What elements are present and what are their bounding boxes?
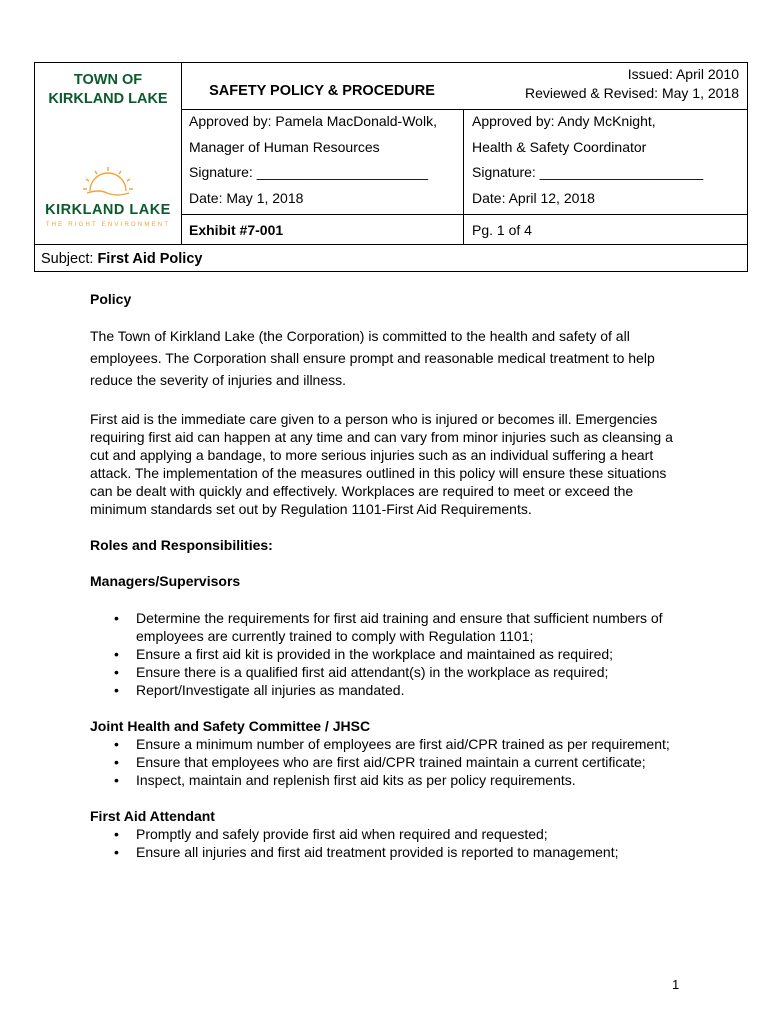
attendant-heading: First Aid Attendant [90, 808, 215, 824]
right-signature-line: Signature: _____________________ [472, 164, 704, 180]
list-item: • Report/Investigate all injuries as mandated. [90, 681, 690, 699]
document-title: SAFETY POLICY & PROCEDURE [209, 83, 435, 99]
policy-paragraph-1: The Town of Kirkland Lake (the Corporation) is committed to the health and safety of all employees. The Corporation shall ensure prompt and reasonable medical treatment to help reduce the severity of injuries and illness. [90, 328, 655, 388]
left-approver-role: Manager of Human Resources [189, 139, 380, 155]
exhibit-number: Exhibit #7-001 [189, 222, 284, 238]
kirkland-lake-logo [37, 163, 179, 233]
list-item: • Ensure there is a qualified first aid attendant(s) in the workplace as required; [90, 663, 690, 681]
policy-heading: Policy [90, 291, 132, 307]
managers-list [90, 609, 690, 699]
reviewed-date: Reviewed & Revised: May 1, 2018 [525, 85, 739, 101]
left-approval-date: Date: May 1, 2018 [189, 190, 304, 206]
list-item: • Ensure that employees who are first aid/CPR trained maintain a current certificate; [90, 753, 690, 771]
left-approved-by: Approved by: Pamela MacDonald-Wolk, [189, 113, 437, 129]
list-item: • Ensure all injuries and first aid treatment provided is reported to management; [90, 843, 690, 861]
logo-wordmark: KIRKLAND LAKE [45, 202, 171, 218]
page-number: 1 [672, 977, 680, 992]
issued-date: Issued: April 2010 [627, 66, 739, 82]
list-item: • Ensure a first aid kit is provided in the workplace and maintained as required; [90, 645, 690, 663]
policy-header-table [34, 62, 748, 272]
list-item: • Promptly and safely provide first aid when required and requested; [90, 825, 690, 843]
town-line-1: TOWN OF [73, 72, 143, 88]
subject-value: First Aid Policy [97, 251, 203, 267]
header-divider [463, 109, 464, 244]
roles-heading: Roles and Responsibilities: [90, 537, 273, 553]
town-line-2: KIRKLAND LAKE [48, 91, 168, 107]
town-name [35, 71, 181, 109]
header-divider [181, 214, 748, 215]
list-item: • Inspect, maintain and replenish first aid kits as per policy requirements. [90, 771, 690, 789]
jhsc-heading: Joint Health and Safety Committee / JHSC [90, 718, 371, 734]
subject-line [41, 251, 202, 267]
right-approved-by: Approved by: Andy McKnight, [472, 113, 656, 129]
attendant-list [90, 825, 690, 861]
header-divider [181, 109, 748, 110]
right-approval-date: Date: April 12, 2018 [472, 190, 595, 206]
right-approver-role: Health & Safety Coordinator [472, 139, 647, 155]
header-divider [35, 244, 748, 245]
managers-heading: Managers/Supervisors [90, 573, 241, 589]
policy-paragraph-2: First aid is the immediate care given to a person who is injured or becomes ill. Emergencies requiring first aid can happen at any time and can vary from minor injuries such as cleansing a cut and applying a bandage, to more serious injuries such as an individual suffering a heart attack. The implementation of the measures outlined in this policy will ensure these situations can be dealt with quickly and effectively. Workplaces are required to meet or exceed the minimum standards set out by Regulation 1101-First Aid Requirements. [90, 411, 673, 517]
left-signature-line: Signature: ______________________ [189, 164, 429, 180]
policy-body [90, 290, 690, 861]
sun-logo-icon [37, 163, 179, 233]
issue-dates [525, 65, 739, 103]
jhsc-list [90, 735, 690, 789]
subject-label: Subject: [41, 251, 94, 267]
page-count: Pg. 1 of 4 [472, 222, 532, 238]
logo-tagline: THE RIGHT ENVIRONMENT [45, 222, 171, 228]
list-item: • Determine the requirements for first aid training and ensure that sufficient numbers of employees are currently trained to comply with Regulation 1101; [90, 609, 690, 645]
list-item: • Ensure a minimum number of employees are first aid/CPR trained as per requirement; [90, 735, 690, 753]
